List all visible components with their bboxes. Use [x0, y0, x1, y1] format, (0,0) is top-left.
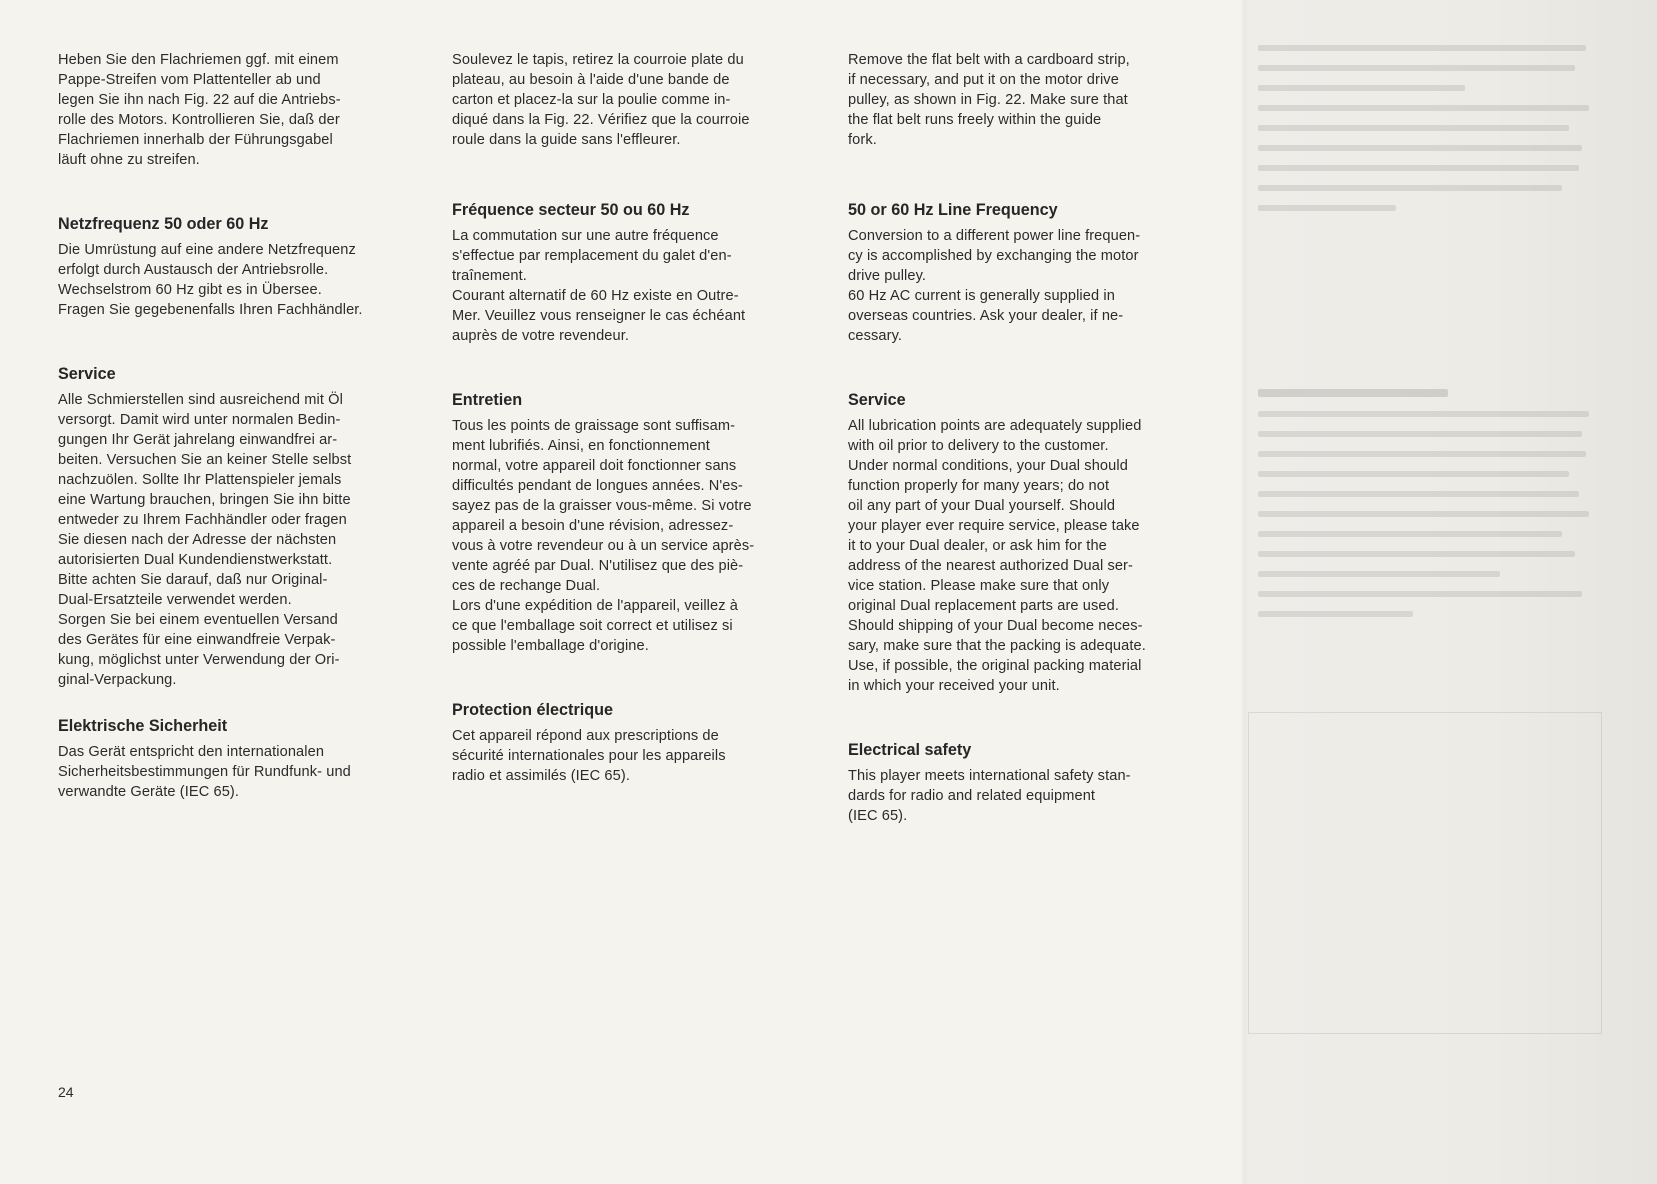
german-intro-text: Heben Sie den Flachriemen ggf. mit einem Pappe-Streifen vom Plattenteller ab und legen Sie ihn nach Fig. 22 auf die Antriebs- rolle des Motors. Kontrollieren Sie, daß der Flachriemen innerhalb der Führungsgabel läuft ohne zu streifen. [58, 52, 341, 168]
page-number: 24 [58, 1084, 74, 1100]
french-intro-text: Soulevez le tapis, retirez la courroie plate du plateau, au besoin à l'aide d'une bande de carton et placez-la sur la poulie comme in- diqué dans la Fig. 22. Vérifiez que la courroie roule dans la guide sans l'effleurer. [452, 52, 750, 148]
french-service-text: Tous les points de graissage sont suffisam- ment lubrifiés. Ainsi, en fonctionnement normal, votre appareil doit fonctionner sans difficultés pendant de longues années. N'es- sayez pas de la graisser vous-même. Si votre appareil a besoin d'une révision, adressez- vous à votre revendeur ou à un service après- vente agréé par Dual. N'utilisez que des piè- ces de rechange Dual. Lors d'une expédition de l'appareil, veillez à ce que l'emballage soit correct et utilisez si possible l'emballage d'origine. [452, 418, 755, 654]
french-column [452, 50, 807, 786]
french-frequency-text: La commutation sur une autre fréquence s'effectue par remplacement du galet d'en- traînement. Courant alternatif de 60 Hz existe en Outre- Mer. Veuillez vous renseigner le cas échéant auprès de votre revendeur. [452, 228, 746, 344]
english-service-heading: Service [848, 391, 906, 409]
french-service-heading: Entretien [452, 391, 523, 409]
english-service-text: All lubrication points are adequately supplied with oil prior to delivery to the customer. Under normal conditions, your Dual should function properly for many years; do not oil any part of your Dual yourself. Should your player ever require service, please take it to your Dual dealer, or ask him for the address of the nearest authorized Dual ser- vice station. Please make sure that only original Dual replacement parts are used. Should shipping of your Dual become neces- sary, make sure that the packing is adequate. Use, if possible, the original packing material in which your received your unit. [848, 418, 1146, 694]
german-column [58, 50, 413, 802]
english-column [848, 50, 1203, 826]
german-service-heading: Service [58, 365, 116, 383]
english-safety-text: This player meets international safety stan- dards for radio and related equipment (IEC 65). [848, 768, 1131, 824]
german-frequency-heading: Netzfrequenz 50 oder 60 Hz [58, 215, 269, 233]
english-safety-heading: Electrical safety [848, 741, 972, 759]
french-frequency-heading: Fréquence secteur 50 ou 60 Hz [452, 201, 690, 219]
german-safety-heading: Elektrische Sicherheit [58, 717, 228, 735]
french-safety-heading: Protection électrique [452, 701, 614, 719]
french-safety-text: Cet appareil répond aux prescriptions de sécurité internationales pour les appareils radio et assimilés (IEC 65). [452, 728, 726, 784]
german-frequency-text: Die Umrüstung auf eine andere Netzfrequenz erfolgt durch Austausch der Antriebsrolle. Wechselstrom 60 Hz gibt es in Übersee. Fragen Sie gegebenenfalls Ihren Fachhändler. [58, 242, 363, 318]
german-safety-text: Das Gerät entspricht den internationalen Sicherheitsbestimmungen für Rundfunk- und verwandte Geräte (IEC 65). [58, 744, 351, 800]
english-frequency-heading: 50 or 60 Hz Line Frequency [848, 201, 1058, 219]
english-intro-text: Remove the flat belt with a cardboard strip, if necessary, and put it on the motor drive pulley, as shown in Fig. 22. Make sure that the flat belt runs freely within the guide fork. [848, 52, 1130, 148]
page-fold-shadow [1240, 0, 1248, 1184]
english-frequency-text: Conversion to a different power line frequen- cy is accomplished by exchanging the motor drive pulley. 60 Hz AC current is generally supplied in overseas countries. Ask your dealer, if ne- cessary. [848, 228, 1141, 344]
faint-show-through-text [1258, 45, 1603, 631]
faint-show-through-figure [1248, 712, 1602, 1034]
german-service-text: Alle Schmierstellen sind ausreichend mit Öl versorgt. Damit wird unter normalen Bedin- gungen Ihr Gerät jahrelang einwandfrei ar- beiten. Versuchen Sie an keiner Stelle selbst nachzuölen. Sollte Ihr Plattenspieler jemals eine Wartung brauchen, bringen Sie ihn bitte entweder zu Ihrem Fachhändler oder fragen Sie diesen nach der Adresse der nächsten autorisierten Dual Kundendienstwerkstatt. Bitte achten Sie darauf, daß nur Original- Dual-Ersatzteile verwendet werden. Sorgen Sie bei einem eventuellen Versand des Gerätes für eine einwandfreie Verpak- kung, möglichst unter Verwendung der Ori- ginal-Verpackung. [58, 392, 352, 688]
